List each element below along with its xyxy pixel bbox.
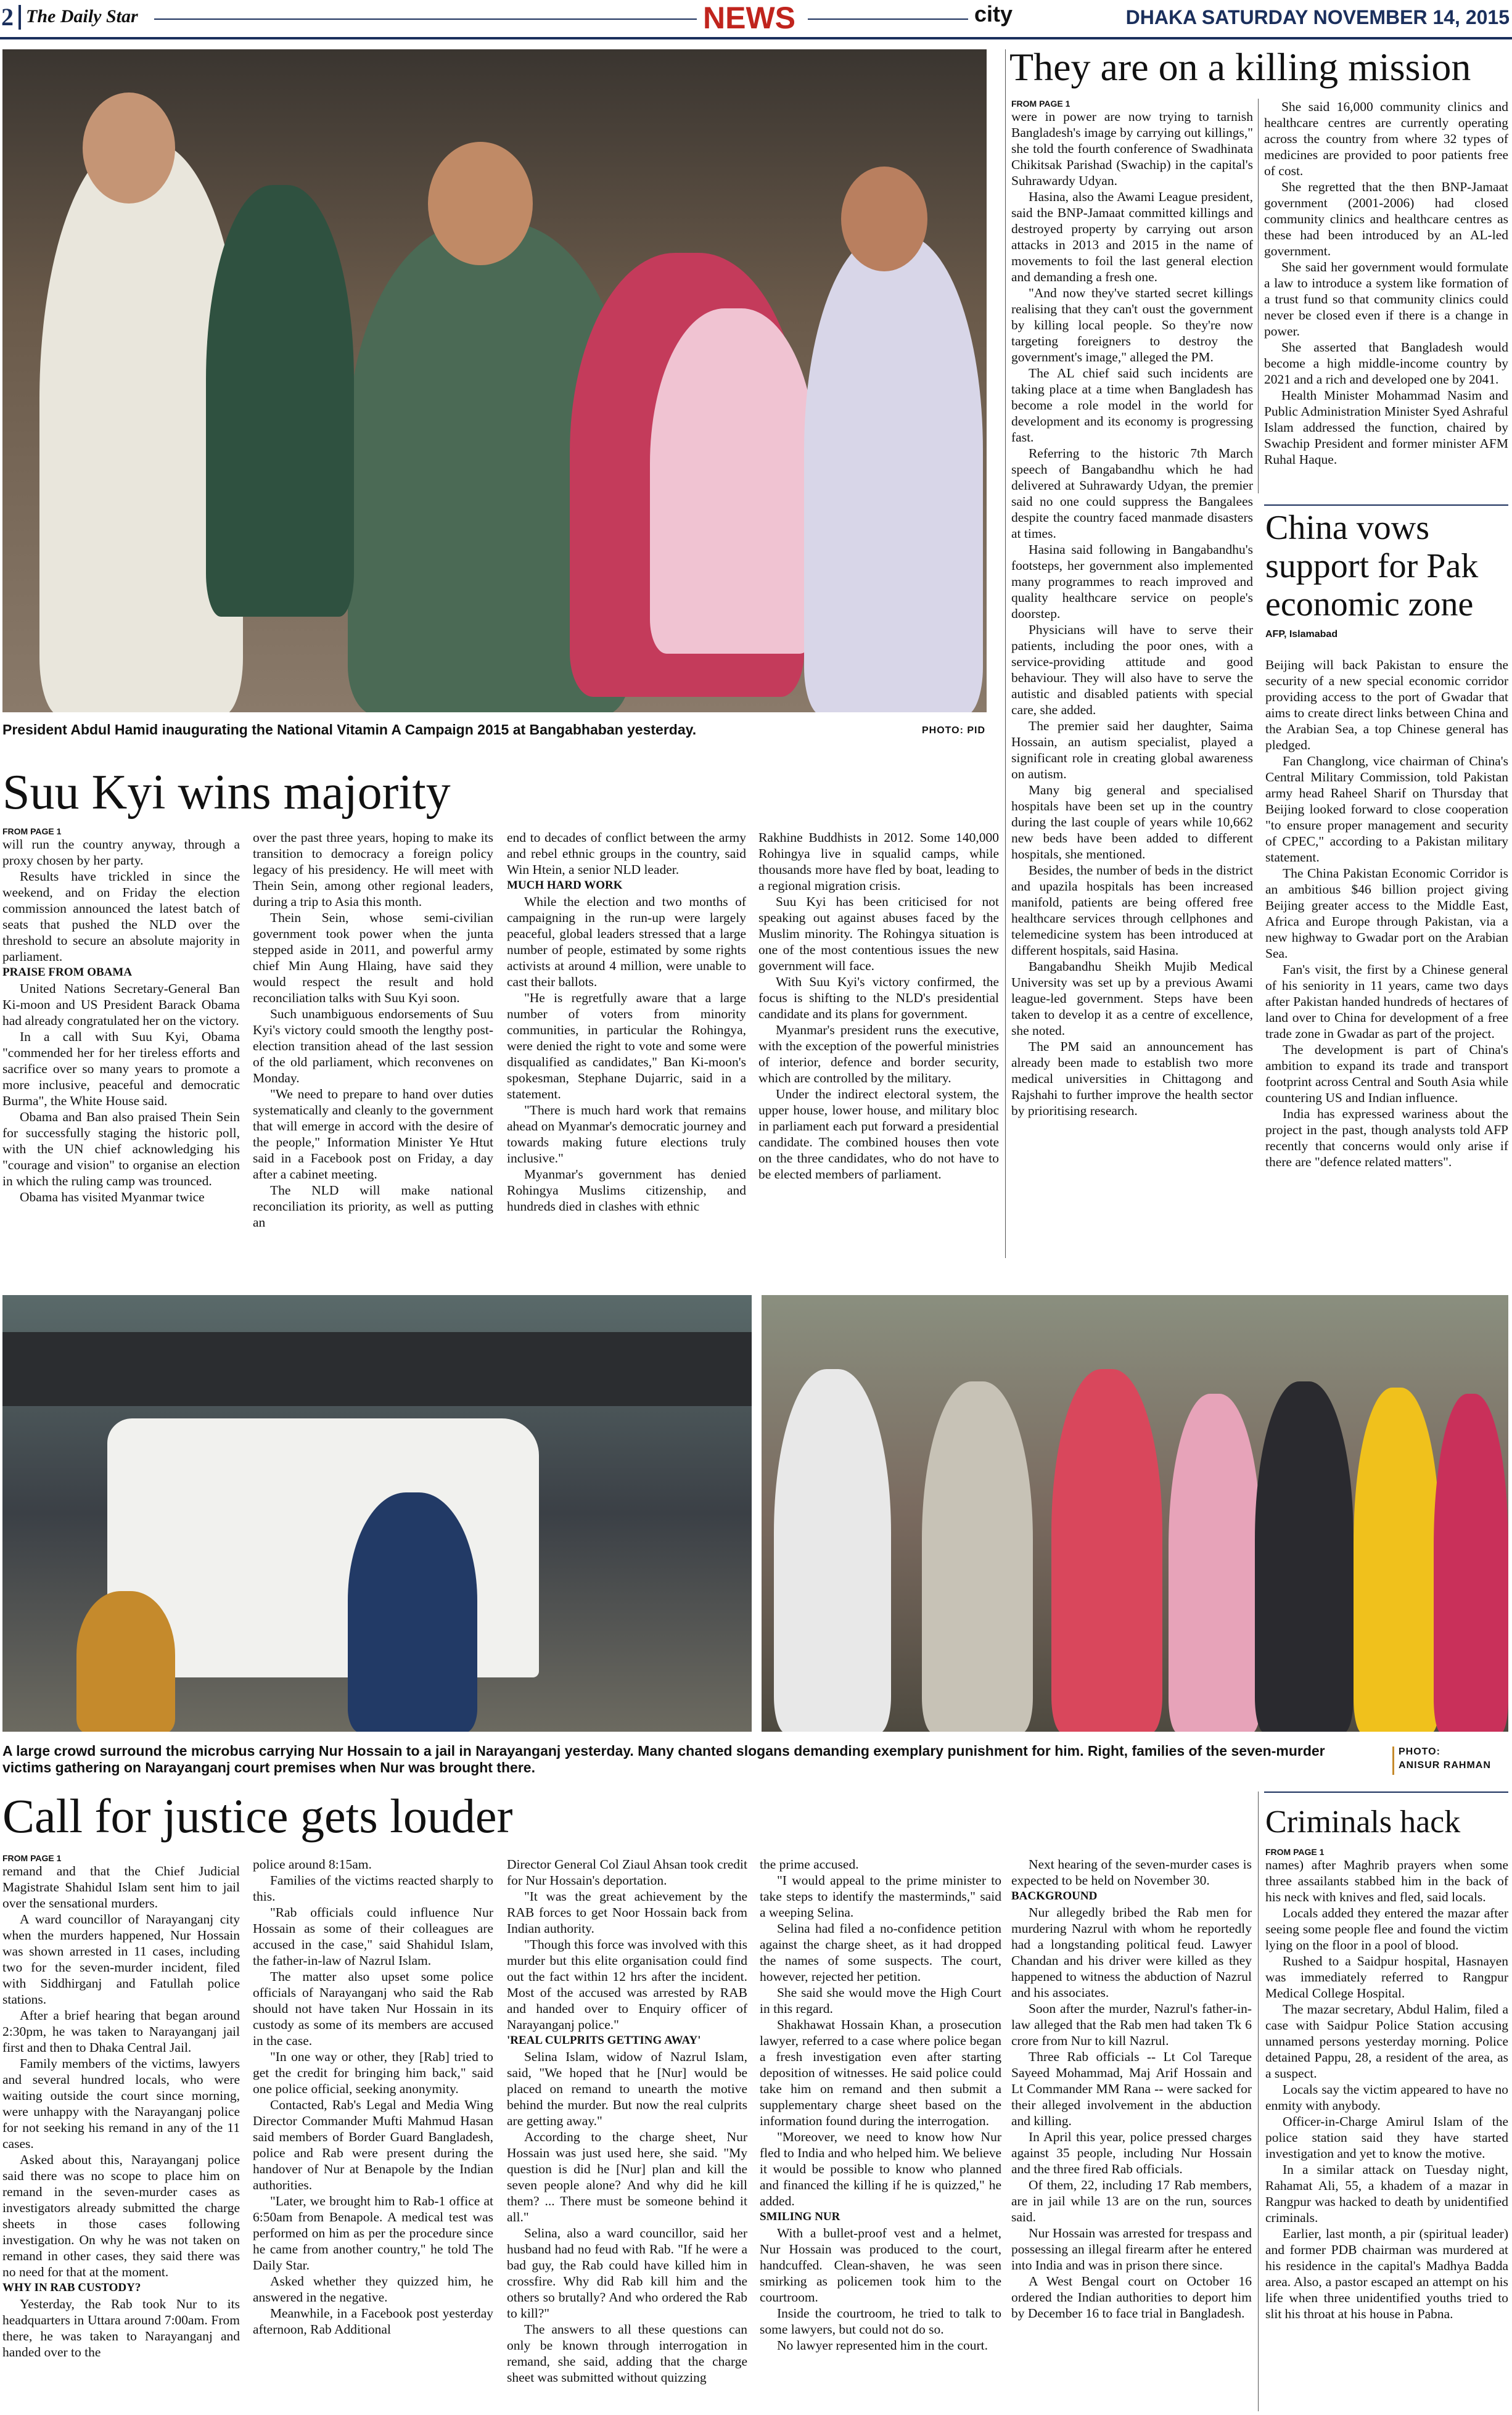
paragraph: the prime accused.	[760, 1857, 859, 1872]
paragraph: She regretted that the then BNP-Jamaat government (2001-2006) had closed community clinics and healthcare centres as these had been introduced by an AL-led government.	[1264, 179, 1508, 258]
paragraph: "Moreover, we need to know how Nur fled to India and who helped him. We believe it would be possible to know who planned and financed the killing if he is quizzed," he added.	[760, 2129, 1001, 2208]
from-page-label: FROM PAGE 1	[2, 1853, 62, 1863]
paragraph: While the election and two months of campaigning in the run-up were largely peaceful, global leaders stressed that a large number of people, estimated by some rights activists at around 4 million, were unable to cast their ballots.	[507, 894, 746, 989]
paragraph: Family members of the victims, lawyers and several hundred locals, who were waiting outside the court since morning, were unhappy with the Narayanganj police for not seeking his remand in any of the 11 cases.	[2, 2056, 240, 2151]
paragraph: Suu Kyi has been criticised for not speaking out against abuses faced by the Muslim minority. The Rohingya situation is one of the most contentious issues the new government will face.	[758, 894, 999, 973]
top-photo-caption: President Abdul Hamid inaugurating the National Vitamin A Campaign 2015 at Bangabhaban yesterday.	[2, 722, 697, 738]
paragraph: With Suu Kyi's victory confirmed, the focus is shifting to the NLD's presidential candidate and its plans for government.	[758, 974, 999, 1021]
paragraph: Contacted, Rab's Legal and Media Wing Director Commander Mufti Mahmud Hasan said members of Border Guard Bangladesh, police and Rab were present during the handover of Nur at Benapole by the Indian authorities.	[253, 2097, 493, 2192]
mid-photo-credit-name: ANISUR RAHMAN	[1399, 1760, 1491, 1771]
section-rule	[1264, 1792, 1508, 1793]
paragraph: Results have trickled in since the weekend, and on Friday the election commission announced the latest batch of seats that pushed the NLD over the threshold to secure an absolute majority in parliament.	[2, 869, 240, 964]
paragraph: She asserted that Bangladesh would become a high middle-income country by 2021 and a rich and developed one by 2041.	[1264, 340, 1508, 387]
crowd	[2, 1332, 752, 1406]
justice-headline: Call for justice gets louder	[2, 1789, 513, 1843]
subhead: WHY IN RAB CUSTODY?	[2, 2281, 141, 2294]
paragraph: Under the indirect electoral system, the upper house, lower house, and military bloc in parliament each put forward a presidential candidate. The combined houses then vote on the three candidates, who do not have to be elected members of parliament.	[758, 1087, 999, 1182]
paragraph: Yesterday, the Rab took Nur to its headquarters in Uttara around 7:00am. From there, he was taken to Narayanganj and handed over to the	[2, 2297, 240, 2359]
subhead: BACKGROUND	[1011, 1890, 1098, 1903]
paragraph: The premier said her daughter, Saima Hossain, an autism specialist, played a significant role in creating global awareness on autism.	[1011, 718, 1253, 781]
paragraph: Meanwhile, in a Facebook post yesterday afternoon, Rab Additional	[253, 2306, 493, 2337]
figure-soldier	[206, 185, 354, 617]
figure-person	[1434, 1394, 1508, 1732]
figure-person	[1354, 1388, 1440, 1732]
paragraph: Three Rab officials -- Lt Col Tareque Sayeed Mohammad, Maj Arif Hossain and Lt Commander MM Rana -- were sacked for their alleged involvement in the abduction and killing.	[1011, 2049, 1252, 2128]
paragraph: With a bullet-proof vest and a helmet, Nur Hossain was produced to the court, handcuffed. Clean-shaven, he was seen smirking as policemen took him to the courtroom.	[760, 2226, 1001, 2305]
paragraph: Nur allegedly bribed the Rab men for murdering Nazrul with whom he reportedly had a longstanding political feud. Lawyer Chandan and his driver were killed as they happened to witness the abduction of Nazrul and his associates.	[1011, 1905, 1252, 2000]
paragraph: will run the country anyway, through a proxy chosen by her party.	[2, 837, 240, 868]
paragraph: In April this year, police pressed charges against 35 people, including Nur Hossain and the three fired Rab officials.	[1011, 2129, 1252, 2176]
paragraph: "In one way or other, they [Rab] tried to get the credit for bringing him back," said one police official, seeking anonymity.	[253, 2049, 493, 2096]
figure-person	[1169, 1394, 1261, 1732]
top-photo-credit: PHOTO: PID	[922, 725, 986, 736]
paragraph: In a similar attack on Tuesday night, Rahamat Ali, 55, a khadem of a mazar in Rangpur was hacked to death by unidentified criminals.	[1265, 2162, 1508, 2225]
page-number: 2	[1, 3, 14, 31]
paragraph: The matter also upset some police officials of Narayanganj who said the Rab should not have taken Nur Hossain in its custody as some of its members are accused in the case.	[253, 1969, 493, 2048]
paragraph: police around 8:15am.	[253, 1857, 372, 1872]
paragraph: The China Pakistan Economic Corridor is an ambitious $46 billion project giving Beijing greater access to the Middle East, Africa and Europe through Pakistan, via a new highway to Gwadar port on the Arabian Sea.	[1265, 866, 1508, 961]
paragraph: The development is part of China's ambition to expand its trade and transport footprint across Central and South Asia while countering US and Indian influence.	[1265, 1042, 1508, 1105]
paragraph: Rushed to a Saidpur hospital, Hasnayen was immediately referred to Rangpur Medical College Hospital.	[1265, 1954, 1508, 2001]
from-page-label: FROM PAGE 1	[2, 826, 62, 836]
paragraph: Soon after the murder, Nazrul's father-in-law alleged that the Rab men had taken Tk 6 crore from Nur to kill Nazrul.	[1011, 2001, 1252, 2048]
column-rule	[1258, 1792, 1259, 2411]
paragraph: Locals added they entered the mazar after seeing some people flee and found the victim lying on the floor in a pool of blood.	[1265, 1906, 1508, 1952]
from-page-label: FROM PAGE 1	[1011, 99, 1070, 109]
masthead	[0, 0, 1512, 39]
paragraph: "He is regretfully aware that a large number of voters from minority communities, in particular the Rohingya, were denied the right to vote and some were disqualified as candidates," Ban Ki-moon's spokesman, Stephane Dujarric, said in a statement.	[507, 990, 746, 1101]
paragraph: Fan's visit, the first by a Chinese general of his seniority in 11 years, came two days after Pakistan handed hundreds of hectares of land over to China for development of a free trade zone in Gwadar as part of the project.	[1265, 962, 1508, 1041]
paragraph: "It was the great achievement by the RAB forces to get Noor Hossain back from Indian authority.	[507, 1889, 747, 1936]
paragraph: United Nations Secretary-General Ban Ki-moon and US President Barack Obama had already congratulated her on the victory.	[2, 981, 240, 1028]
mid-photo-caption: A large crowd surround the microbus carrying Nur Hossain to a jail in Narayanganj yesterday. Many chanted slogans demanding exemplary punishment for him. Right, families of the seven-murder victims gathering on Narayanganj court premises when Nur was brought there.	[2, 1743, 1325, 1775]
justice-col-3	[507, 1856, 747, 2411]
paragraph: Officer-in-Charge Amirul Islam of the police station said they have started investigation and yet to know the motive.	[1265, 2114, 1508, 2161]
paragraph: "Later, we brought him to Rab-1 office at 6:50am from Benapole. A medical test was performed on him as per the procedure since he came from another country," he told The Daily Star.	[253, 2194, 493, 2273]
criminals-headline: Criminals hack	[1265, 1804, 1461, 1840]
dateline: DHAKA SATURDAY NOVEMBER 14, 2015	[1125, 6, 1510, 28]
masthead-rule	[808, 19, 968, 20]
paragraph: After a brief hearing that began around 2:30pm, he was taken to Narayanganj jail first and then to Dhaka Central Jail.	[2, 2008, 240, 2055]
paragraph: "Rab officials could influence Nur Hossain as some of their colleagues are accused in the case," said Shahidul Islam, the father-in-law of Nazrul Islam.	[253, 1905, 493, 1968]
china-headline: China vows support for Pak economic zone	[1265, 509, 1479, 623]
paragraph: Myanmar's government has denied Rohingya Muslims citizenship, and hundreds died in clashes with ethnic	[507, 1167, 746, 1214]
paragraph: Obama has visited Myanmar twice	[19, 1190, 205, 1204]
suukyi-headline: Suu Kyi wins majority	[2, 765, 451, 820]
justice-col-4	[760, 1856, 1001, 2411]
credit-bar	[1392, 1746, 1394, 1775]
masthead-rule	[154, 19, 697, 20]
subhead: MUCH HARD WORK	[507, 879, 623, 892]
paragraph: The AL chief said such incidents are taking place at a time when Bangladesh has become a role model in the world for development and its economy is progressing fast.	[1011, 366, 1253, 445]
justice-col-2	[253, 1856, 493, 2411]
column-rule	[1005, 49, 1006, 1258]
paragraph: Inside the courtroom, he tried to talk to some lawyers, but could not do so.	[760, 2306, 1001, 2337]
paragraph: "We need to prepare to hand over duties systematically and cleanly to the government that will emerge in accord with the desire of the people," Information Minister Ye Htut said in a Facebook post on Friday, a day after a cabinet meeting.	[253, 1087, 493, 1182]
paragraph: Families of the victims reacted sharply to this.	[253, 1873, 493, 1904]
paragraph: "I would appeal to the prime minister to take steps to identify the masterminds," said a weeping Selina.	[760, 1873, 1001, 1920]
paragraph: Selina, also a ward councillor, said her husband had no feud with Rab. "If he were a bad guy, the Rab could have killed him in crossfire. Why did Rab kill him and the others so brutally? And who ordered the Rab to kill?"	[507, 2226, 747, 2321]
paragraph: Locals say the victim appeared to have no enmity with anybody.	[1265, 2082, 1508, 2113]
paragraph: Selina had filed a no-confidence petition against the charge sheet, as it had dropped the names of some suspects. The court, however, rejected her petition.	[760, 1921, 1001, 1984]
paragraph: Asked about this, Narayanganj police said there was no scope to place him on remand in the seven-murder cases as investigators already submitted the charge sheets in those cases following investigation. On why he was not taken on remand in other cases, they said there was no need for that at the moment.	[2, 2152, 240, 2279]
paragraph: The PM said an announcement has already been made to establish two more medical universities in Chittagong and Rajshahi to further improve the health sector by prioritising research.	[1011, 1039, 1253, 1118]
figure-head	[841, 167, 927, 271]
section-title: NEWS	[703, 1, 795, 35]
paragraph: Thein Sein, whose semi-civilian government took power when the junta stepped aside in 2011, and powerful army chief Min Aung Hlaing, have said they would respect the result and hold reconciliation talks with Suu Kyi soon.	[253, 910, 493, 1005]
paragraph: No lawyer represented him in the court.	[776, 2338, 988, 2353]
criminals-body	[1265, 1847, 1508, 2411]
paragraph: "There is much hard work that remains ahead on Myanmar's democratic journey and towards making future elections truly inclusive."	[507, 1103, 746, 1166]
figure-person	[804, 234, 983, 712]
paragraph: Of them, 22, including 17 Rab members, are in jail while 13 are on the run, sources said.	[1011, 2178, 1252, 2224]
column-rule	[1258, 99, 1259, 493]
top-photo	[2, 49, 987, 712]
figure-person	[774, 1369, 891, 1732]
paragraph: The mazar secretary, Abdul Halim, filed a case with Saidpur Police Station accusing unnamed persons yesterday morning. Police detained Pappu, 28, a resident of the area, as a suspect.	[1265, 2002, 1508, 2081]
china-byline: AFP, Islamabad	[1265, 629, 1338, 640]
figure-person	[922, 1381, 1033, 1732]
paragraph: Myanmar's president runs the executive, with the exception of the powerful ministries of interior, defence and border security, which are controlled by the military.	[758, 1022, 999, 1085]
figure-child	[650, 308, 816, 654]
paragraph: Selina Islam, widow of Nazrul Islam, said, "We hoped that he [Nur] would be placed on remand to unearth the motive behind the murder. But now the real culprits are getting away."	[507, 2049, 747, 2128]
paragraph: Health Minister Mohammad Nasim and Public Administration Minister Syed Ashraful Islam addressed the function, chaired by Swachip President and former minister AFM Ruhal Haque.	[1264, 388, 1508, 467]
crowd-photo	[2, 1295, 752, 1732]
paragraph: She said she would move the High Court in this regard.	[760, 1985, 1001, 2016]
paragraph: The NLD will make national reconciliation its priority, as well as putting an	[253, 1183, 493, 1230]
paragraph: Hasina said following in Bangabandhu's footsteps, her government also implemented many programmes to reach improved and quality healthcare service on people's doorstep.	[1011, 542, 1253, 621]
paragraph: Asked whether they quizzed him, he answered in the negative.	[253, 2274, 493, 2305]
paragraph: Bangabandhu Sheikh Mujib Medical University was set up by a previous Awami league-led government. Steps have been taken to develop it as a centre of excellence, she noted.	[1011, 959, 1253, 1038]
paragraph: end to decades of conflict between the army and rebel ethnic groups in the country, said Win Htein, a senior NLD leader.	[507, 830, 746, 877]
section-rule	[1264, 504, 1508, 506]
paragraph: Rakhine Buddhists in 2012. Some 140,000 Rohingya live in squalid camps, while thousands more have fled by boat, leading to a regional migration crisis.	[758, 830, 999, 893]
subhead: 'REAL CULPRITS GETTING AWAY'	[507, 2034, 701, 2047]
families-photo	[762, 1295, 1508, 1732]
paragraph: Many big general and specialised hospitals have been set up in the country during the last couple of years while 10,662 new beds have been added to different hospitals, she mentioned.	[1011, 783, 1253, 862]
paper-name: The Daily Star	[26, 6, 138, 27]
paragraph: Next hearing of the seven-murder cases is expected to be held on November 30.	[1011, 1857, 1252, 1888]
paragraph: were in power are now trying to tarnish Bangladesh's image by carrying out killings," she told the fourth conference of Swadhinata Chikitsak Parishad (Swachip) in the capital's Suhrawardy Udyan.	[1011, 109, 1253, 188]
paragraph: Obama and Ban also praised Thein Sein for successfully staging the historic poll, with the UN chief acknowledging his "courage and vision" to organise an election in which the ruling camp was trounced.	[2, 1109, 240, 1188]
paragraph: Director General Col Ziaul Ahsan took credit for Nur Hossain's deportation.	[507, 1857, 747, 1888]
paragraph: Physicians will have to serve their patients, including the poor ones, with a service-providing attitude and good behaviour. They will also have to serve the autistic and disabled patients with special care, she added.	[1011, 622, 1253, 717]
mid-photo-credit-label: PHOTO:	[1399, 1746, 1440, 1757]
paragraph: Besides, the number of beds in the district and upazila hospitals has been increased manifold, patients are being offered free healthcare services through cellphones and telemedicine system has been introduced at different hospitals, said Hasina.	[1011, 863, 1253, 958]
paragraph: India has expressed wariness about the project in the past, though analysts told AFP recently that concerns would only arise if there are "defence related matters".	[1265, 1106, 1508, 1169]
figure-police	[348, 1492, 477, 1732]
paragraph: She said 16,000 community clinics and healthcare centres are currently operating across the country from where 32 types of medicines are provided to poor patients free of cost.	[1264, 99, 1508, 178]
figure-person	[1051, 1369, 1162, 1732]
paragraph: According to the charge sheet, Nur Hossain was just used here, she said. "My question is did he [Nur] plan and kill the seven people alone? And why did he kill them? ... There must be someone behind it all."	[507, 2129, 747, 2224]
subhead: SMILING NUR	[760, 2210, 840, 2223]
figure-head	[428, 142, 533, 265]
killing-col-1	[1011, 99, 1253, 1258]
paragraph: Referring to the historic 7th March speech of Bangabandhu which he had delivered at Suhrawardy Udyan, the premier said no one could suppress the Bangalees despite the country faced manmade disasters at times.	[1011, 446, 1253, 541]
paragraph: remand and that the Chief Judicial Magistrate Shahidul Islam sent him to jail over the sensational murders.	[2, 1864, 240, 1911]
paragraph: Nur Hossain was arrested for trespass and possessing an illegal firearm after he entered into India and was in prison there since.	[1011, 2226, 1252, 2273]
paragraph: Fan Changlong, vice chairman of China's Central Military Commission, told Pakistan army head Raheel Sharif on Thursday that Beijing looked forward to close cooperation "to ensure proper management and security of CPEC," according to a Pakistan military statement.	[1265, 754, 1508, 865]
figure-head	[83, 93, 175, 204]
figure-person	[76, 1591, 175, 1732]
paragraph: A ward councillor of Narayanganj city when the murders happened, Nur Hossain was shown arrested in 11 cases, including two for the seven-murder incident, filed with Siddhirganj and Fatullah police stations.	[2, 1912, 240, 2007]
justice-col-5	[1011, 1856, 1252, 2411]
section-subtitle: city	[974, 1, 1013, 27]
paragraph: Such unambiguous endorsements of Suu Kyi's victory could smooth the lengthy post-election transition ahead of the last session of the old parliament, which reconvenes on Monday.	[253, 1006, 493, 1085]
paragraph: "Though this force was involved with this murder but this elite organisation could find out the fact within 12 hrs after the incident. Most of the accused was arrested by RAB and handed over to Enquiry officer of Narayanganj police."	[507, 1937, 747, 2032]
from-page-label: FROM PAGE 1	[1265, 1847, 1325, 1857]
paragraph: Shakhawat Hossain Khan, a prosecution lawyer, referred to a case where police began a fresh investigation even after starting deposition of witnesses. He said police could take him on remand and then submit a supplementary charge sheet based on the information found during the interrogation.	[760, 2017, 1001, 2128]
paragraph: In a call with Suu Kyi, Obama "commended her for her tireless efforts and sacrifice over so many years to promote a more inclusive, peaceful and democratic Burma", the White House said.	[2, 1029, 240, 1108]
figure-person	[1255, 1381, 1354, 1732]
killing-col-2	[1264, 99, 1508, 500]
masthead-divider	[18, 5, 21, 30]
paragraph: The answers to all these questions can only be known through interrogation in remand, she said, adding that the charge sheet was submitted without quizzing	[507, 2322, 747, 2385]
paragraph: Earlier, last month, a pir (spiritual leader) and former PDB chairman was murdered at his residence in the capital's Madhya Badda area. Also, a pastor escaped an attempt on his life when three unidentified youths tried to slit his throat at his house in Pabna.	[1265, 2226, 1508, 2321]
paragraph: names) after Maghrib prayers when some three assailants stabbed him in the back of his neck with knives and fled, said locals.	[1265, 1858, 1508, 1904]
subhead: PRAISE FROM OBAMA	[2, 966, 133, 979]
paragraph: Hasina, also the Awami League president, said the BNP-Jamaat committed killings and destroyed property by carrying out arson attacks in 2013 and 2015 in the name of movements to foil the last general election and demanding a fresh one.	[1011, 189, 1253, 284]
killing-headline: They are on a killing mission	[1009, 45, 1471, 89]
paragraph: "And now they've started secret killings realising that they can't oust the government by killing local people. So they're now targeting foreigners to destroy the government's image," alleged the PM.	[1011, 286, 1253, 364]
justice-col-1	[2, 1853, 240, 2411]
china-body	[1265, 657, 1508, 1261]
paragraph: A West Bengal court on October 16 ordered the Indian authorities to deport him by December 16 to face trial in Bangladesh.	[1011, 2274, 1252, 2321]
paragraph: Beijing will back Pakistan to ensure the security of a new special economic corridor providing access to the port of Gwadar that aims to create direct links between China and the Arabian Sea, a top Chinese general has pledged.	[1265, 657, 1508, 752]
paragraph: over the past three years, hoping to make its transition to democracy a foreign policy legacy of his presidency. He will meet with Thein Sein, among other regional leaders, during a trip to Asia this month.	[253, 830, 493, 909]
paragraph: She said her government would formulate a law to introduce a system like formation of a trust fund so that community clinics could never be closed even if there is a change in power.	[1264, 260, 1508, 339]
